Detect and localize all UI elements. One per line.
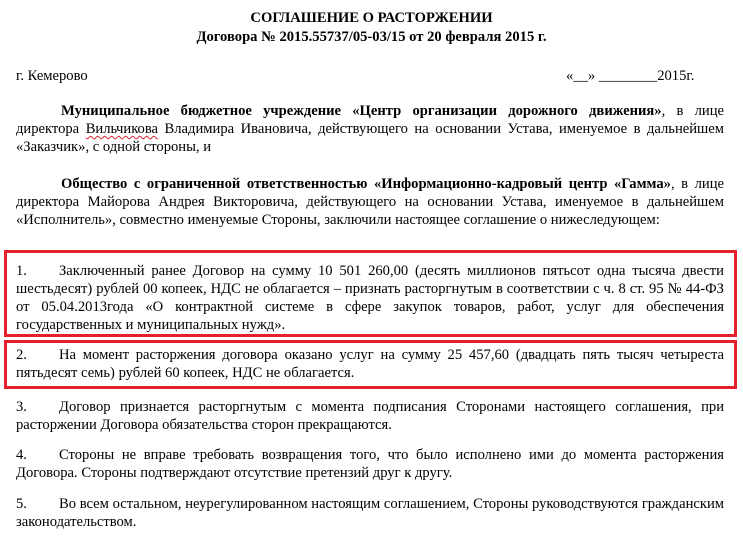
party1-text-rest: Владимира Ивановича, действующего на основании Устава, именуемое в дальнейшем «Заказчик», с одной стороны, и bbox=[16, 121, 725, 155]
clause-text: На момент расторжения договора оказано услуг на сумму 25 457,60 (двадцать пять тысяч четыреста пятьдесят семь) рублей 60 копеек, НДС не облагается. bbox=[16, 347, 724, 381]
clause-1 bbox=[16, 262, 724, 334]
clause-number: 5. bbox=[16, 496, 27, 512]
party2-paragraph bbox=[16, 175, 724, 229]
party1-name: Муниципальное бюджетное учреждение «Центр организации дорожного движения» bbox=[61, 103, 662, 119]
city: г. Кемерово bbox=[16, 68, 88, 84]
clause-3 bbox=[16, 398, 724, 434]
party1-text-after: , в лице директора bbox=[16, 103, 725, 137]
party1-paragraph bbox=[16, 102, 724, 156]
party2-text: , в лице директора Майорова Андрея Викторовича, действующего на основании Устава, именуемое в дальнейшем «Исполнитель», совместно именуемые Стороны, заключили настоящее соглашение о нижеследующем: bbox=[16, 176, 724, 228]
clause-number: 4. bbox=[16, 447, 27, 463]
document-title: СОГЛАШЕНИЕ О РАСТОРЖЕНИИ bbox=[250, 10, 493, 26]
date-placeholder: «__» ________2015г. bbox=[566, 68, 695, 84]
clause-number: 2. bbox=[16, 347, 27, 363]
clause-text: Стороны не вправе требовать возвращения того, что было исполнено ими до момента расторжения Договора. Стороны подтверждают отсутствие претензий друг к другу. bbox=[16, 447, 724, 481]
clause-text: Заключенный ранее Договор на сумму 10 501 260,00 (десять миллионов пятьсот одна тысяча двести шестьдесят) рублей 00 копеек, НДС не облагается – признать расторгнутым в соответствии с ч. 8 ст. 95 № 44-ФЗ от 05.04.2013года «О контрактной системе в сфере закупок товаров, работ, услуг для обеспечения государственных и муниципальных нужд». bbox=[16, 263, 724, 333]
clause-4 bbox=[16, 446, 724, 482]
document-subtitle: Договора № 2015.55737/05-03/15 от 20 февраля 2015 г. bbox=[196, 29, 547, 45]
clause-2 bbox=[16, 346, 724, 382]
party1-signer-surname: Вильчикова bbox=[85, 121, 159, 137]
party2-name: Общество с ограниченной ответственностью «Информационно-кадровый центр «Гамма» bbox=[61, 176, 671, 192]
clause-number: 3. bbox=[16, 399, 27, 415]
clause-text: Договор признается расторгнутым с момента подписания Сторонами настоящего соглашения, при расторжении Договора обязательства сторон прекращаются. bbox=[16, 399, 724, 433]
clause-text: Во всем остальном, неурегулированном настоящим соглашением, Стороны руководствуются гражданским законодательством. bbox=[16, 496, 724, 530]
clause-5 bbox=[16, 495, 724, 531]
clause-number: 1. bbox=[16, 263, 27, 279]
